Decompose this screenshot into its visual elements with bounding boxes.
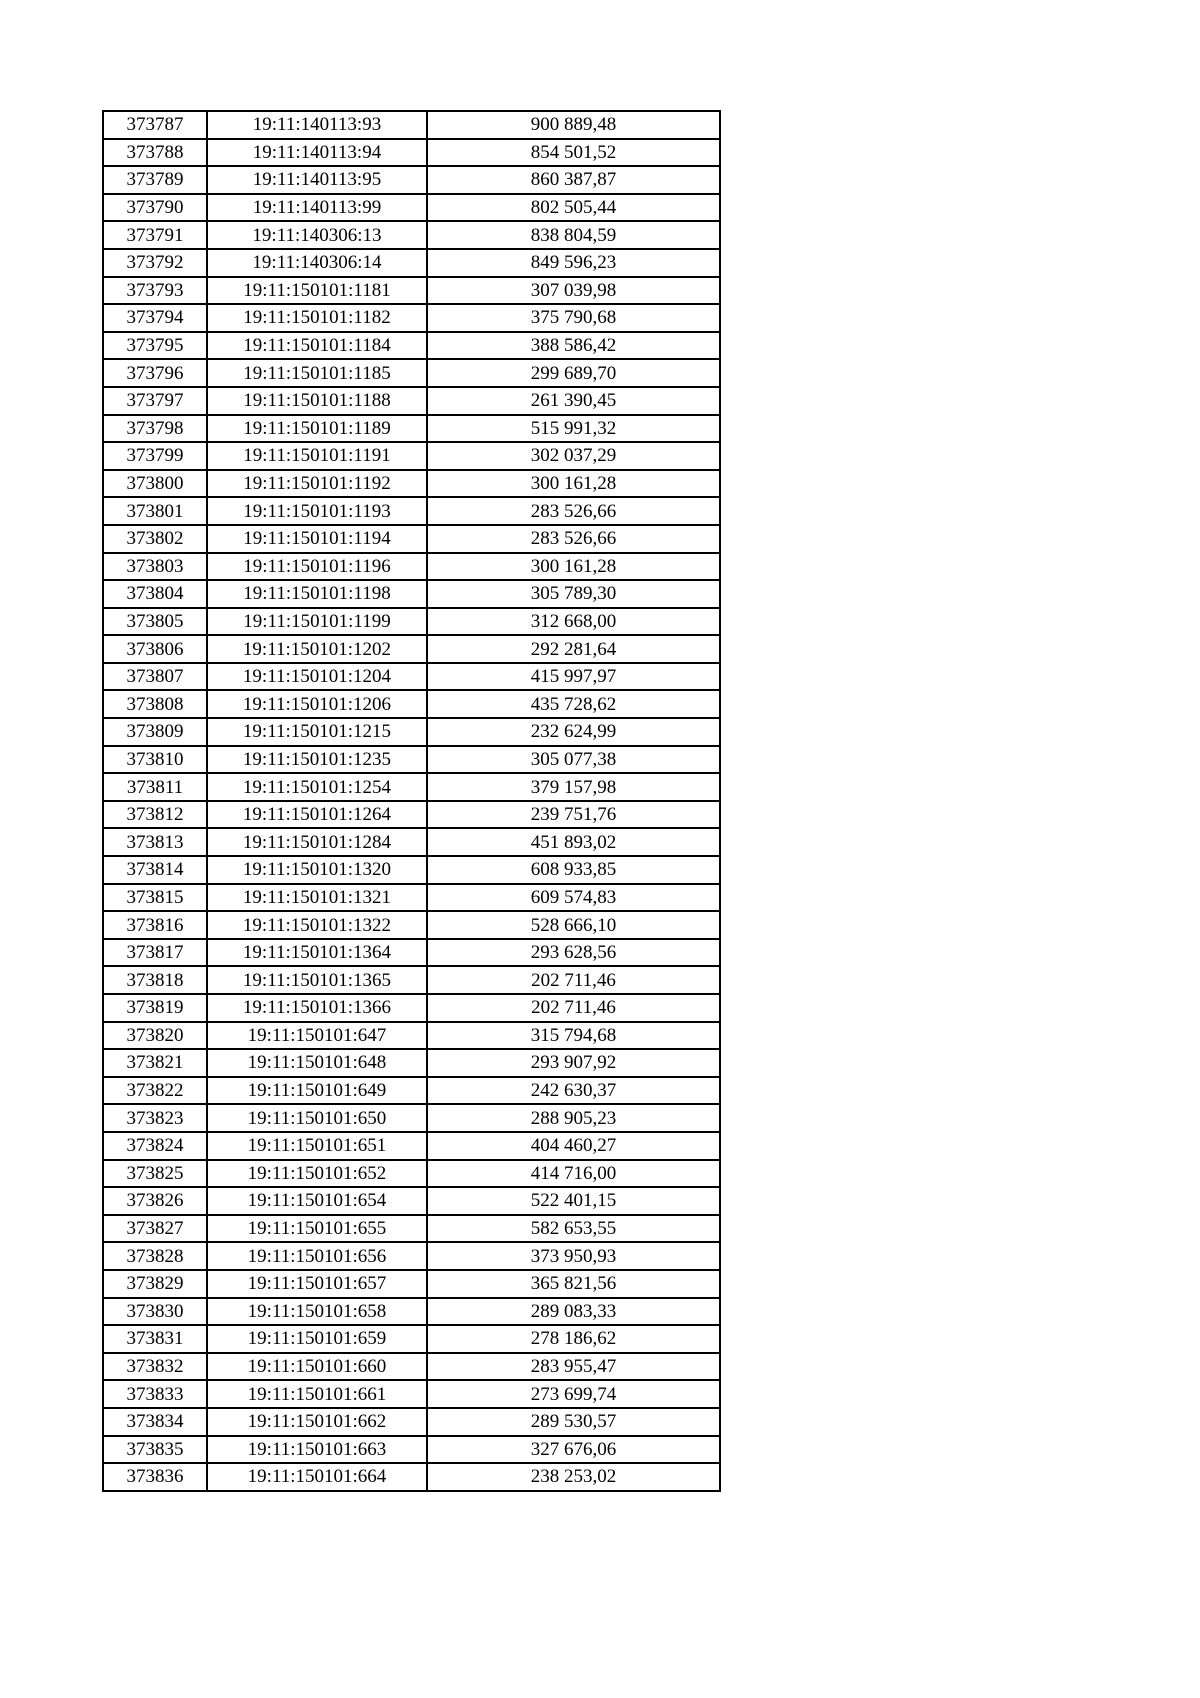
row-number-cell: 373805	[103, 608, 207, 636]
cadastral-value-cell: 283 526,66	[427, 525, 720, 553]
cadastral-value-cell: 528 666,10	[427, 911, 720, 939]
table-row	[103, 277, 720, 305]
row-number-cell: 373800	[103, 470, 207, 498]
row-number-cell: 373818	[103, 966, 207, 994]
cadastral-number-cell: 19:11:150101:1206	[207, 690, 427, 718]
cadastral-value-cell: 293 628,56	[427, 939, 720, 967]
row-number-cell: 373808	[103, 690, 207, 718]
cadastral-value-cell: 582 653,55	[427, 1215, 720, 1243]
cadastral-number-cell: 19:11:150101:1284	[207, 828, 427, 856]
table-row	[103, 1298, 720, 1326]
cadastral-number-cell: 19:11:150101:1192	[207, 470, 427, 498]
table-row	[103, 139, 720, 167]
row-number-cell: 373822	[103, 1077, 207, 1105]
cadastral-number-cell: 19:11:150101:1182	[207, 304, 427, 332]
row-number-cell: 373787	[103, 111, 207, 139]
row-number-cell: 373807	[103, 663, 207, 691]
table-row	[103, 718, 720, 746]
cadastral-number-cell: 19:11:150101:1254	[207, 773, 427, 801]
cadastral-number-cell: 19:11:150101:661	[207, 1380, 427, 1408]
table-row	[103, 359, 720, 387]
cadastral-value-cell: 435 728,62	[427, 690, 720, 718]
cadastral-number-cell: 19:11:150101:648	[207, 1049, 427, 1077]
row-number-cell: 373801	[103, 497, 207, 525]
row-number-cell: 373791	[103, 221, 207, 249]
row-number-cell: 373798	[103, 415, 207, 443]
cadastral-value-cell: 278 186,62	[427, 1325, 720, 1353]
cadastral-value-cell: 375 790,68	[427, 304, 720, 332]
table-row	[103, 1408, 720, 1436]
cadastral-number-cell: 19:11:150101:1365	[207, 966, 427, 994]
row-number-cell: 373824	[103, 1132, 207, 1160]
cadastral-number-cell: 19:11:150101:1215	[207, 718, 427, 746]
cadastral-number-cell: 19:11:150101:654	[207, 1187, 427, 1215]
cadastral-value-table	[102, 110, 721, 1492]
cadastral-value-cell: 802 505,44	[427, 194, 720, 222]
cadastral-value-cell: 305 789,30	[427, 580, 720, 608]
cadastral-number-cell: 19:11:150101:651	[207, 1132, 427, 1160]
cadastral-number-cell: 19:11:150101:664	[207, 1463, 427, 1491]
table-row	[103, 525, 720, 553]
cadastral-number-cell: 19:11:150101:652	[207, 1160, 427, 1188]
cadastral-number-cell: 19:11:140306:14	[207, 249, 427, 277]
cadastral-number-cell: 19:11:150101:1193	[207, 497, 427, 525]
table-row	[103, 1436, 720, 1464]
row-number-cell: 373792	[103, 249, 207, 277]
cadastral-number-cell: 19:11:150101:1322	[207, 911, 427, 939]
table-row	[103, 387, 720, 415]
cadastral-number-cell: 19:11:150101:1196	[207, 553, 427, 581]
table-row	[103, 1380, 720, 1408]
table-row	[103, 111, 720, 139]
table-row	[103, 884, 720, 912]
cadastral-value-cell: 300 161,28	[427, 470, 720, 498]
table-row	[103, 801, 720, 829]
cadastral-value-cell: 515 991,32	[427, 415, 720, 443]
row-number-cell: 373830	[103, 1298, 207, 1326]
row-number-cell: 373797	[103, 387, 207, 415]
row-number-cell: 373832	[103, 1353, 207, 1381]
row-number-cell: 373816	[103, 911, 207, 939]
cadastral-number-cell: 19:11:150101:659	[207, 1325, 427, 1353]
cadastral-number-cell: 19:11:150101:1364	[207, 939, 427, 967]
cadastral-value-cell: 289 530,57	[427, 1408, 720, 1436]
row-number-cell: 373815	[103, 884, 207, 912]
table-row	[103, 1242, 720, 1270]
cadastral-number-cell: 19:11:150101:658	[207, 1298, 427, 1326]
row-number-cell: 373795	[103, 332, 207, 360]
table-row	[103, 994, 720, 1022]
cadastral-value-cell: 299 689,70	[427, 359, 720, 387]
table-row	[103, 856, 720, 884]
table-row	[103, 1463, 720, 1491]
cadastral-value-cell: 414 716,00	[427, 1160, 720, 1188]
row-number-cell: 373794	[103, 304, 207, 332]
cadastral-value-cell: 365 821,56	[427, 1270, 720, 1298]
table-row	[103, 1104, 720, 1132]
table-row	[103, 635, 720, 663]
table-row	[103, 221, 720, 249]
cadastral-number-cell: 19:11:150101:1191	[207, 442, 427, 470]
cadastral-number-cell: 19:11:150101:1204	[207, 663, 427, 691]
row-number-cell: 373793	[103, 277, 207, 305]
cadastral-number-cell: 19:11:140113:93	[207, 111, 427, 139]
cadastral-value-cell: 327 676,06	[427, 1436, 720, 1464]
table-row	[103, 1187, 720, 1215]
row-number-cell: 373788	[103, 139, 207, 167]
cadastral-number-cell: 19:11:150101:660	[207, 1353, 427, 1381]
row-number-cell: 373829	[103, 1270, 207, 1298]
cadastral-number-cell: 19:11:150101:1194	[207, 525, 427, 553]
row-number-cell: 373790	[103, 194, 207, 222]
cadastral-value-cell: 292 281,64	[427, 635, 720, 663]
cadastral-number-cell: 19:11:150101:663	[207, 1436, 427, 1464]
cadastral-number-cell: 19:11:150101:1264	[207, 801, 427, 829]
cadastral-value-cell: 379 157,98	[427, 773, 720, 801]
cadastral-number-cell: 19:11:150101:1181	[207, 277, 427, 305]
cadastral-number-cell: 19:11:150101:1185	[207, 359, 427, 387]
cadastral-number-cell: 19:11:150101:657	[207, 1270, 427, 1298]
row-number-cell: 373828	[103, 1242, 207, 1270]
row-number-cell: 373806	[103, 635, 207, 663]
cadastral-value-cell: 305 077,38	[427, 746, 720, 774]
cadastral-value-cell: 315 794,68	[427, 1022, 720, 1050]
table-body	[103, 111, 720, 1491]
cadastral-value-cell: 238 253,02	[427, 1463, 720, 1491]
cadastral-value-cell: 202 711,46	[427, 994, 720, 1022]
table-row	[103, 553, 720, 581]
table-row	[103, 939, 720, 967]
row-number-cell: 373810	[103, 746, 207, 774]
row-number-cell: 373835	[103, 1436, 207, 1464]
row-number-cell: 373789	[103, 166, 207, 194]
table-row	[103, 1077, 720, 1105]
table-row	[103, 608, 720, 636]
table-row	[103, 1270, 720, 1298]
cadastral-value-cell: 307 039,98	[427, 277, 720, 305]
cadastral-value-cell: 404 460,27	[427, 1132, 720, 1160]
cadastral-number-cell: 19:11:150101:1366	[207, 994, 427, 1022]
table-row	[103, 828, 720, 856]
cadastral-value-cell: 388 586,42	[427, 332, 720, 360]
cadastral-number-cell: 19:11:140113:95	[207, 166, 427, 194]
row-number-cell: 373796	[103, 359, 207, 387]
cadastral-value-cell: 302 037,29	[427, 442, 720, 470]
cadastral-value-cell: 293 907,92	[427, 1049, 720, 1077]
row-number-cell: 373826	[103, 1187, 207, 1215]
row-number-cell: 373809	[103, 718, 207, 746]
table-row	[103, 1325, 720, 1353]
table-row	[103, 1049, 720, 1077]
row-number-cell: 373813	[103, 828, 207, 856]
cadastral-value-cell: 232 624,99	[427, 718, 720, 746]
row-number-cell: 373836	[103, 1463, 207, 1491]
table-row	[103, 966, 720, 994]
row-number-cell: 373812	[103, 801, 207, 829]
row-number-cell: 373821	[103, 1049, 207, 1077]
table-row	[103, 249, 720, 277]
table-row	[103, 746, 720, 774]
table-row	[103, 911, 720, 939]
cadastral-number-cell: 19:11:150101:662	[207, 1408, 427, 1436]
cadastral-value-cell: 860 387,87	[427, 166, 720, 194]
cadastral-number-cell: 19:11:150101:656	[207, 1242, 427, 1270]
cadastral-value-cell: 239 751,76	[427, 801, 720, 829]
table-row	[103, 166, 720, 194]
cadastral-number-cell: 19:11:150101:1199	[207, 608, 427, 636]
row-number-cell: 373825	[103, 1160, 207, 1188]
cadastral-number-cell: 19:11:150101:1235	[207, 746, 427, 774]
row-number-cell: 373802	[103, 525, 207, 553]
table-row	[103, 304, 720, 332]
row-number-cell: 373834	[103, 1408, 207, 1436]
table-row	[103, 663, 720, 691]
cadastral-number-cell: 19:11:150101:655	[207, 1215, 427, 1243]
cadastral-number-cell: 19:11:150101:649	[207, 1077, 427, 1105]
cadastral-value-cell: 202 711,46	[427, 966, 720, 994]
row-number-cell: 373823	[103, 1104, 207, 1132]
cadastral-number-cell: 19:11:150101:1188	[207, 387, 427, 415]
cadastral-value-cell: 283 526,66	[427, 497, 720, 525]
table-row	[103, 1022, 720, 1050]
cadastral-number-cell: 19:11:140113:99	[207, 194, 427, 222]
cadastral-number-cell: 19:11:140113:94	[207, 139, 427, 167]
cadastral-value-cell: 373 950,93	[427, 1242, 720, 1270]
cadastral-value-cell: 261 390,45	[427, 387, 720, 415]
cadastral-value-cell: 849 596,23	[427, 249, 720, 277]
cadastral-value-cell: 300 161,28	[427, 553, 720, 581]
row-number-cell: 373827	[103, 1215, 207, 1243]
table-row	[103, 332, 720, 360]
row-number-cell: 373811	[103, 773, 207, 801]
table-row	[103, 773, 720, 801]
cadastral-number-cell: 19:11:150101:1202	[207, 635, 427, 663]
table-row	[103, 580, 720, 608]
table-row	[103, 1215, 720, 1243]
cadastral-value-cell: 451 893,02	[427, 828, 720, 856]
cadastral-number-cell: 19:11:150101:647	[207, 1022, 427, 1050]
table-row	[103, 1160, 720, 1188]
table-row	[103, 1132, 720, 1160]
cadastral-value-cell: 283 955,47	[427, 1353, 720, 1381]
cadastral-value-cell: 522 401,15	[427, 1187, 720, 1215]
table-row	[103, 690, 720, 718]
table-row	[103, 497, 720, 525]
cadastral-value-cell: 289 083,33	[427, 1298, 720, 1326]
cadastral-value-cell: 242 630,37	[427, 1077, 720, 1105]
row-number-cell: 373799	[103, 442, 207, 470]
cadastral-number-cell: 19:11:150101:1184	[207, 332, 427, 360]
table-row	[103, 1353, 720, 1381]
row-number-cell: 373833	[103, 1380, 207, 1408]
row-number-cell: 373804	[103, 580, 207, 608]
row-number-cell: 373819	[103, 994, 207, 1022]
row-number-cell: 373803	[103, 553, 207, 581]
cadastral-number-cell: 19:11:150101:1321	[207, 884, 427, 912]
cadastral-number-cell: 19:11:150101:1198	[207, 580, 427, 608]
cadastral-value-cell: 854 501,52	[427, 139, 720, 167]
cadastral-value-cell: 838 804,59	[427, 221, 720, 249]
cadastral-value-cell: 415 997,97	[427, 663, 720, 691]
cadastral-value-cell: 312 668,00	[427, 608, 720, 636]
cadastral-value-cell: 609 574,83	[427, 884, 720, 912]
cadastral-number-cell: 19:11:150101:650	[207, 1104, 427, 1132]
cadastral-value-cell: 608 933,85	[427, 856, 720, 884]
row-number-cell: 373814	[103, 856, 207, 884]
row-number-cell: 373820	[103, 1022, 207, 1050]
table-row	[103, 415, 720, 443]
table-row	[103, 442, 720, 470]
cadastral-value-cell: 288 905,23	[427, 1104, 720, 1132]
cadastral-number-cell: 19:11:150101:1189	[207, 415, 427, 443]
row-number-cell: 373817	[103, 939, 207, 967]
cadastral-value-cell: 900 889,48	[427, 111, 720, 139]
row-number-cell: 373831	[103, 1325, 207, 1353]
table-row	[103, 194, 720, 222]
cadastral-number-cell: 19:11:140306:13	[207, 221, 427, 249]
table-row	[103, 470, 720, 498]
cadastral-value-cell: 273 699,74	[427, 1380, 720, 1408]
cadastral-number-cell: 19:11:150101:1320	[207, 856, 427, 884]
